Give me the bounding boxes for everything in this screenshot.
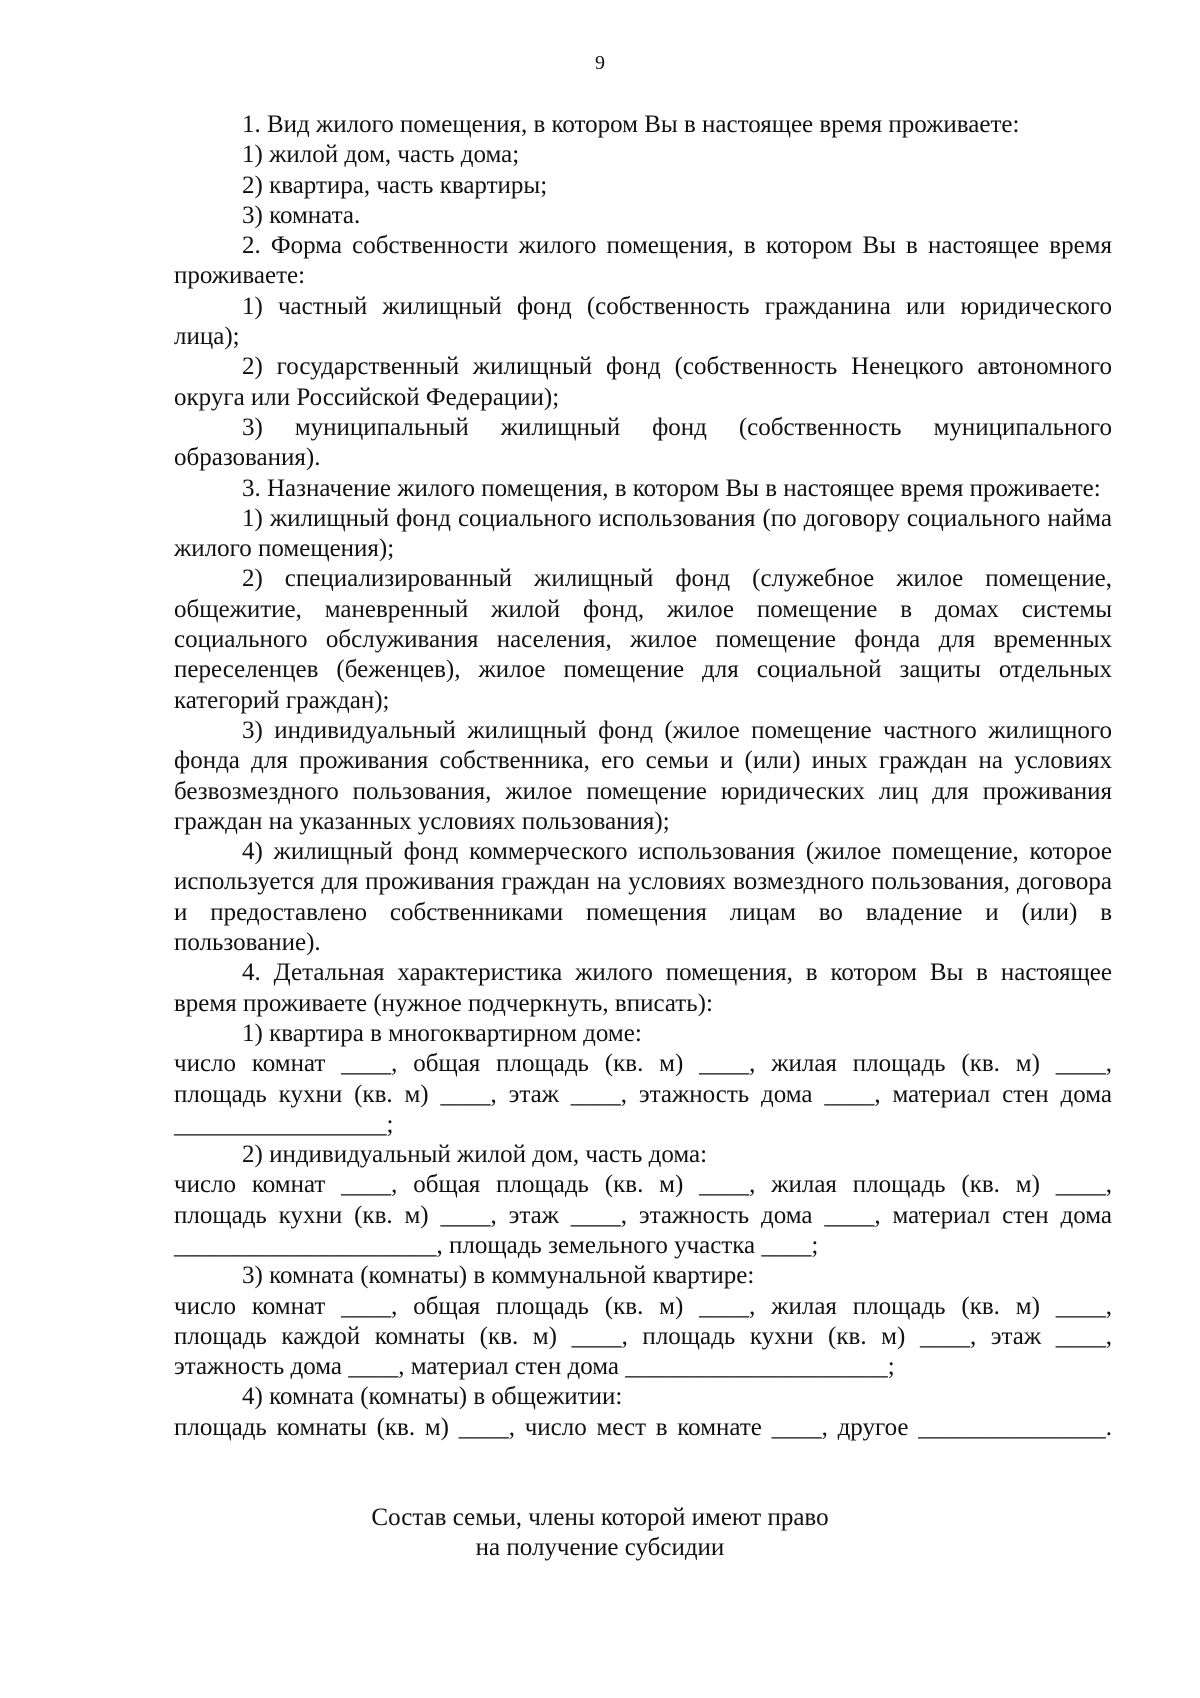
form-line-house-kitchen: площадь кухни (кв. м) ____, этаж ____, этажность дома ____, материал стен дома	[174, 1201, 1112, 1229]
answer-option: 1) частный жилищный фонд (собственность гражданина или юридического лица);	[174, 292, 1112, 351]
answer-option: 2) квартира, часть квартиры;	[242, 171, 548, 199]
form-line-apartment-rooms: число комнат ____, общая площадь (кв. м) ____, жилая площадь (кв. м) ____,	[174, 1050, 1112, 1078]
question-1: 1. Вид жилого помещения, в котором Вы в настоящее время проживаете:	[242, 111, 1020, 138]
question-2: 2. Форма собственности жилого помещения, в котором Вы в настоящее время проживаете:	[174, 232, 1112, 290]
subsection-label: 2) индивидуальный жилой дом, часть дома:	[242, 1141, 708, 1169]
answer-option: 3) индивидуальный жилищный фонд (жилое помещение частного жилищного фонда для проживания собственника, его семьи и (или) иных граждан на условиях безвозмездного пользования, жилое помещение юридических лиц для проживания граждан на указанных условиях пользования);	[174, 716, 1112, 835]
answer-option: 2) специализированный жилищный фонд (служебное жилое помещение, общежитие, маневренный жилой фонд, жилое помещение в домах системы социального обслуживания населения, жилое помещение фонда для временных переселенцев (беженцев), жилое помещение для социальной защиты отдельных категорий граждан);	[174, 565, 1112, 714]
form-line-communal-rooms: число комнат ____, общая площадь (кв. м) ____, жилая площадь (кв. м) ____,	[174, 1292, 1112, 1320]
answer-option: 4) жилищный фонд коммерческого использования (жилое помещение, которое используется для проживания граждан на условиях возмездного пользования, договора и предоставлено собственниками помещения лицам во владение и (или) в пользование).	[174, 838, 1112, 957]
subsection-label: 4) комната (комнаты) в общежитии:	[242, 1383, 623, 1411]
answer-option: 1) жилой дом, часть дома;	[242, 141, 520, 169]
section-title-line: Состав семьи, члены которой имеют право	[371, 1504, 829, 1531]
answer-option: 2) государственный жилищный фонд (собственность Ненецкого автономного округа или Российской Федерации);	[174, 353, 1112, 411]
section-title-line: на получение субсидии	[475, 1534, 725, 1562]
section-title	[0, 1503, 1200, 1564]
subsection-label: 3) комната (комнаты) в коммунальной квартире:	[242, 1262, 755, 1290]
question-3: 3. Назначение жилого помещения, в котором Вы в настоящее время проживаете:	[242, 474, 1101, 502]
answer-option: 1) жилищный фонд социального использования (по договору социального найма жилого помещения);	[174, 504, 1112, 563]
form-line-house-land: _____________________, площадь земельного участка ____;	[174, 1231, 819, 1259]
form-line-communal-walls: этажность дома ____, материал стен дома _____________________;	[174, 1353, 895, 1381]
answer-option: 3) муниципальный жилищный фонд (собственность муниципального образования).	[174, 413, 1112, 472]
form-line-dormitory: площадь комнаты (кв. м) ____, число мест в комнате ____, другое _______________.	[174, 1413, 1112, 1441]
form-line-apartment-walls: _________________;	[174, 1110, 394, 1138]
form-line-apartment-kitchen: площадь кухни (кв. м) ____, этаж ____, этажность дома ____, материал стен дома	[174, 1080, 1112, 1108]
answer-option: 3) комната.	[242, 201, 361, 229]
subsection-label: 1) квартира в многоквартирном доме:	[242, 1019, 642, 1047]
form-line-communal-kitchen: площадь каждой комнаты (кв. м) ____, площадь кухни (кв. м) ____, этаж ____,	[174, 1322, 1112, 1350]
page-number: 9	[595, 52, 605, 74]
form-line-house-rooms: число комнат ____, общая площадь (кв. м) ____, жилая площадь (кв. м) ____,	[174, 1171, 1112, 1199]
question-4: 4. Детальная характеристика жилого помещения, в котором Вы в настоящее время проживаете (нужное подчеркнуть, вписать):	[174, 959, 1112, 1017]
questionnaire-body	[174, 110, 1112, 1443]
